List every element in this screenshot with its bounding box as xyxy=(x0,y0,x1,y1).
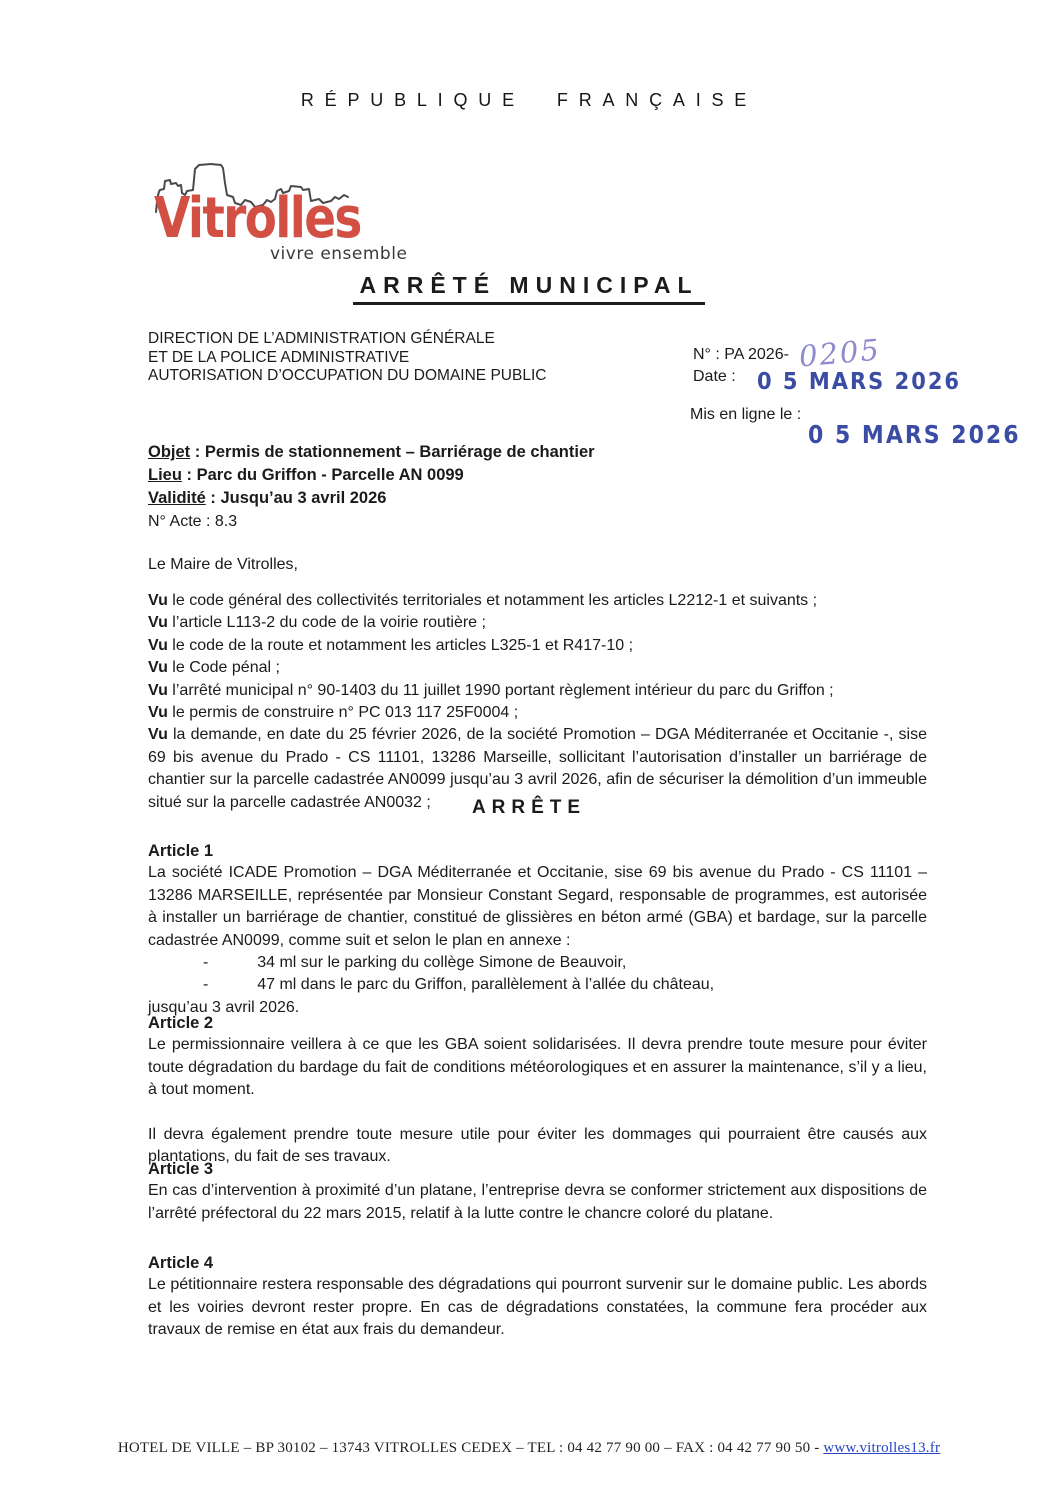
vu-item: Vu l’arrêté municipal n° 90-1403 du 11 juillet 1990 portant règlement intérieur du parc du Griffon ; xyxy=(148,681,834,699)
vu-item: Vu le Code pénal ; xyxy=(148,659,280,677)
vitrolles-tagline: vivre ensemble xyxy=(270,244,408,264)
salutation: Le Maire de Vitrolles, xyxy=(148,556,298,573)
numero-handwritten: 0205 xyxy=(797,332,883,374)
article-body: La société ICADE Promotion – DGA Méditerranée et Occitanie, sise 69 bis avenue du Prado - CS 11101 – 13286 MARSEILLE, représentée par Monsieur Constant Segard, responsable de programmes, est autorisée à installer un barriérage de chantier, constitué de glissières en béton armé (GBA) et bardage, sur la parcelle cadastrée AN0099, comme suit et selon le plan en annexe : xyxy=(148,864,927,949)
objet-label: Objet xyxy=(148,443,191,461)
date-label: Date : xyxy=(693,368,736,385)
numero-label: N° : PA 2026- xyxy=(693,346,789,363)
vu-item: Vu le permis de construire n° PC 013 117 25F0004 ; xyxy=(148,704,519,722)
article-body: Le permissionnaire veillera à ce que les GBA soient solidarisées. Il devra prendre toute mesure pour éviter toute dégradation du bardage du fait de conditions météorologiques et en assurer la maintenance, s’il y a lieu, à tout moment. xyxy=(148,1036,927,1099)
meta-block xyxy=(690,332,1023,461)
direction-line-2: ET DE LA POLICE ADMINISTRATIVE xyxy=(148,348,410,366)
validite-row xyxy=(148,487,595,510)
article-body: Il devra également prendre toute mesure utile pour éviter les dommages qui pourraient être causés aux plantations, du fait de ses travaux. xyxy=(148,1125,927,1166)
objet-text: : Permis de stationnement – Barriérage de chantier xyxy=(190,443,595,461)
vu-item: Vu le code de la route et notamment les articles L325-1 et R417-10 ; xyxy=(148,636,634,654)
article-heading: Article 4 xyxy=(148,1254,214,1272)
bullet-item: - 47 ml dans le parc du Griffon, parallèlement à l’allée du château, xyxy=(203,976,715,994)
footer xyxy=(0,1440,1058,1457)
article-1 xyxy=(148,840,927,1019)
lieu-row xyxy=(148,464,595,487)
direction-line-3: AUTORISATION D’OCCUPATION DU DOMAINE PUBLIC xyxy=(148,367,547,384)
validite-text: : Jusqu’au 3 avril 2026 xyxy=(205,489,387,507)
objet-row xyxy=(148,441,595,464)
footer-text: HOTEL DE VILLE – BP 30102 – 13743 VITROLLES CEDEX – TEL : 04 42 77 90 00 – FAX : 04 42 77 90 50 - xyxy=(117,1440,824,1456)
article-heading: Article 2 xyxy=(148,1014,214,1032)
direction-block xyxy=(148,330,546,386)
direction-line-1: DIRECTION DE L’ADMINISTRATION GÉNÉRALE xyxy=(148,330,495,347)
bullet-item: - 34 ml sur le parking du collège Simone de Beauvoir, xyxy=(203,954,627,972)
document-title-row xyxy=(0,272,1058,305)
online-label: Mis en ligne le : xyxy=(690,406,802,423)
article-4 xyxy=(148,1252,927,1342)
article-body: En cas d’intervention à proximité d’un platane, l’entreprise devra se conformer strictement aux dispositions de l’arrêté préfectoral du 22 mars 2015, relatif à la lutte contre le chancre coloré du platane. xyxy=(148,1182,927,1222)
acte-row: N° Acte : 8.3 xyxy=(148,513,238,530)
footer-link[interactable]: www.vitrolles13.fr xyxy=(823,1440,941,1456)
date-stamp: 0 5 MARS 2026 xyxy=(757,367,962,395)
article-3 xyxy=(148,1158,927,1225)
document-title: ARRÊTÉ MUNICIPAL xyxy=(353,272,704,305)
article-body: Le pétitionnaire restera responsable des dégradations qui pourront survenir sur le domaine public. Les abords et les voiries devront rester propre. En cas de dégradations constatées, la commune fera procéder aux travaux de remise en état aux frais du demandeur. xyxy=(148,1276,927,1339)
subject-block xyxy=(148,441,595,533)
online-stamp: 0 5 MARS 2026 xyxy=(808,421,1021,450)
vu-item: Vu le code général des collectivités territoriales et notamment les articles L2212-1 et suivants ; xyxy=(148,592,818,609)
vu-item: Vu la demande, en date du 25 février 2026, de la société Promotion – DGA Méditerranée et Occitanie -, sise 69 bis avenue du Prado - CS 11101, 13286 Marseille, sollicitant l’autorisation d’installer un barriérage de chantier sur la parcelle cadastrée AN0099 jusqu’au 3 avril 2026, afin de sécuriser la démolition d’un immeuble situé sur la parcelle cadastrée AN0032 ; xyxy=(148,726,927,811)
article-heading: Article 1 xyxy=(148,842,214,860)
article-tail: jusqu’au 3 avril 2026. xyxy=(148,998,300,1016)
lieu-text: : Parc du Griffon - Parcelle AN 0099 xyxy=(181,466,464,484)
vitrolles-wordmark: Vitrolles xyxy=(154,186,361,251)
republic-header: RÉPUBLIQUE FRANÇAISE xyxy=(300,90,758,110)
article-heading: Article 3 xyxy=(148,1160,214,1178)
vitrolles-logo xyxy=(148,154,458,269)
article-2 xyxy=(148,1012,927,1168)
vu-block xyxy=(148,590,927,814)
vu-item: Vu l’article L113-2 du code de la voirie routière ; xyxy=(148,614,486,632)
arrete-heading: ARRÊTE xyxy=(471,797,587,818)
validite-label: Validité xyxy=(148,489,206,507)
lieu-label: Lieu xyxy=(148,466,182,484)
